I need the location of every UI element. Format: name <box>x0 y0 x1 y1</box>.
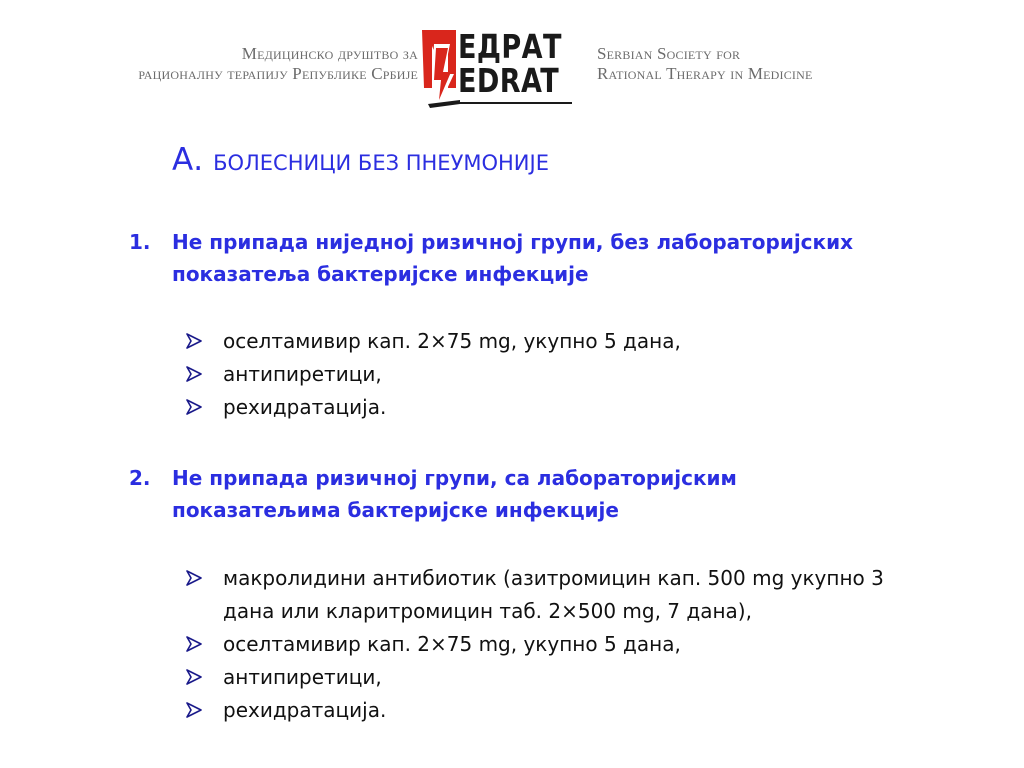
item-title-line2: показатеља бактеријске инфекције <box>172 262 589 286</box>
arrow-bullet-icon <box>186 636 202 652</box>
bullet-item <box>186 358 681 391</box>
bullet-text: рехидратација. <box>223 395 387 419</box>
bullet-text: антипиретици, <box>223 665 382 689</box>
section-letter: А. <box>172 142 204 178</box>
arrow-bullet-icon <box>186 669 202 685</box>
bullet-list <box>186 325 681 424</box>
section-title: БОЛЕСНИЦИ БЕЗ ПНЕУМОНИЈЕ <box>213 151 549 175</box>
society-name-english-line2: Rational Therapy in Medicine <box>597 64 813 83</box>
arrow-bullet-icon <box>186 702 202 718</box>
bullet-item <box>186 325 681 358</box>
bullet-item <box>186 391 681 424</box>
bullet-item <box>186 694 884 727</box>
item-title-line1: Не припада ризичној групи, са лабораторијским <box>172 466 737 490</box>
bullet-list <box>186 562 884 727</box>
society-name-serbian <box>138 44 418 84</box>
bullet-text-line1: макролидини антибиотик (азитромицин кап. 500 mg укупно 3 <box>223 566 884 590</box>
society-name-english-line1: Serbian Society for <box>597 44 741 63</box>
list-item-2 <box>129 462 989 722</box>
bullet-item <box>186 661 884 694</box>
logo-text-top: ЕДРАТ <box>458 27 562 66</box>
item-title-line1: Не припада ниједној ризичној групи, без лабораторијских <box>172 230 854 254</box>
bullet-item <box>186 562 884 628</box>
item-number: 2. <box>129 466 151 490</box>
medrat-logo <box>420 24 576 112</box>
bullet-text: оселтамивир кап. 2×75 mg, укупно 5 дана, <box>223 329 681 353</box>
arrow-bullet-icon <box>186 366 202 382</box>
society-name-english <box>597 44 813 84</box>
society-name-serbian-line2: рационалну терапију Републике Србије <box>138 64 418 83</box>
arrow-bullet-icon <box>186 333 202 349</box>
item-title <box>172 226 989 290</box>
bullet-text: антипиретици, <box>223 362 382 386</box>
list-item-1 <box>129 226 989 419</box>
item-number: 1. <box>129 230 151 254</box>
item-title-line2: показатељима бактеријске инфекције <box>172 498 619 522</box>
item-title <box>172 462 989 526</box>
logo-text-bottom: EDRAT <box>458 61 560 100</box>
bullet-text: оселтамивир кап. 2×75 mg, укупно 5 дана, <box>223 632 681 656</box>
section-heading <box>172 142 549 181</box>
bullet-text-line2: дана или кларитромицин таб. 2×500 mg, 7 дана), <box>223 599 752 623</box>
arrow-bullet-icon <box>186 399 202 415</box>
society-name-serbian-line1: Медицинско друштво за <box>241 44 418 63</box>
bullet-item <box>186 628 884 661</box>
bullet-text: рехидратација. <box>223 698 387 722</box>
arrow-bullet-icon <box>186 570 202 586</box>
